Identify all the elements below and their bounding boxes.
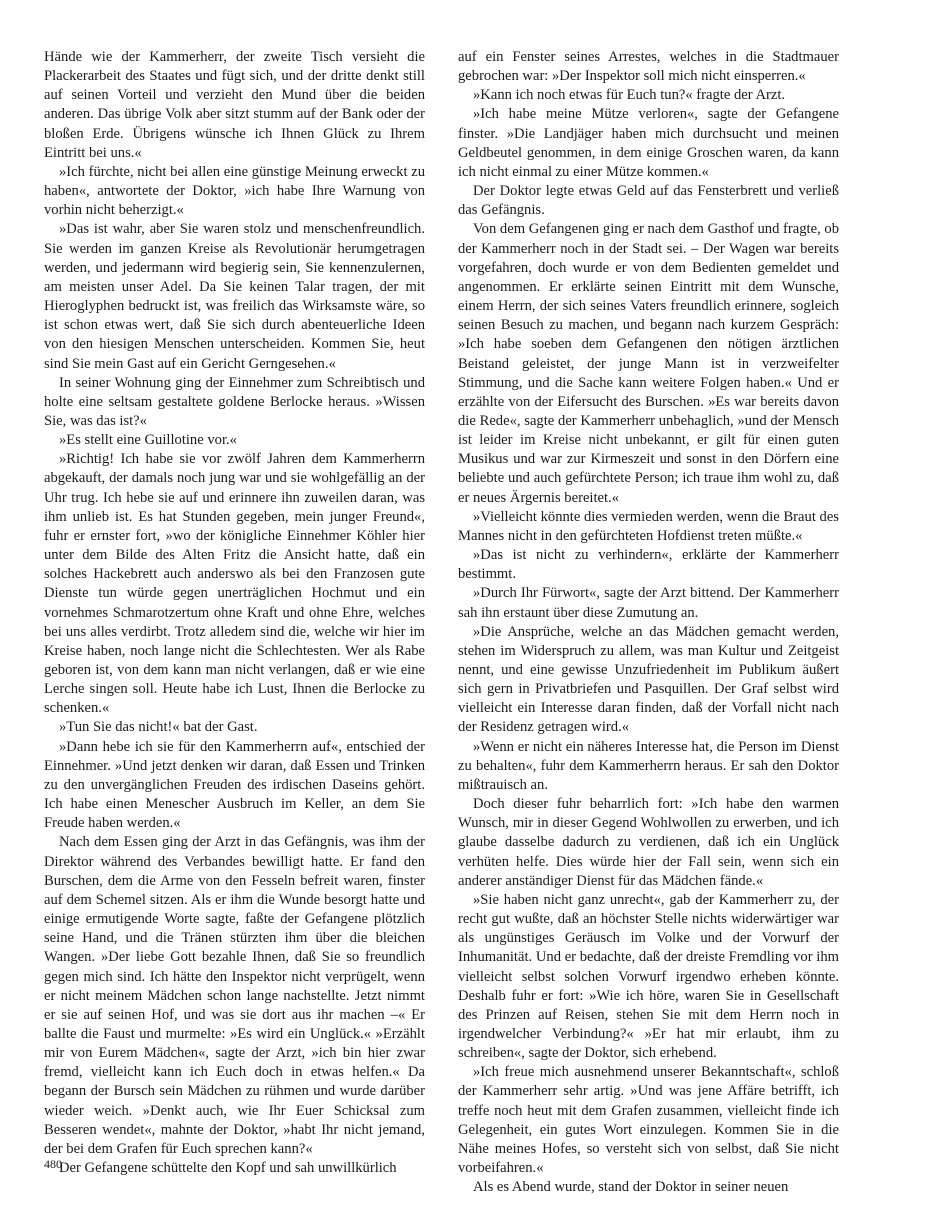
left-text-column	[44, 48, 425, 1178]
paragraph: In seiner Wohnung ging der Einnehmer zum Schreibtisch und holte eine seltsam gestaltete goldene Berlocke heraus. »Wissen Sie, was das ist?«	[44, 374, 425, 429]
paragraph: »Die Ansprüche, welche an das Mädchen gemacht werden, stehen im Widerspruch zu allem, was man Kultur und Zeitgeist nennt, und eine gewisse Unzufriedenheit im Publikum äußert sich gern in Privatbriefen und Pasquillen. Der Graf selbst wird vielleicht ein Interesse daran finden, daß der Vorfall nicht nach der Residenz getragen wird.«	[458, 623, 839, 736]
paragraph: »Es stellt eine Guillotine vor.«	[59, 432, 237, 449]
paragraph: »Ich habe meine Mütze verloren«, sagte der Gefangene finster. »Die Landjäger haben mich durchsucht und meinen Geldbeutel genommen, in dem einige Groschen waren, da kann ich nicht einmal zu einer Mütze kommen.«	[458, 106, 839, 180]
paragraph: Nach dem Essen ging der Arzt in das Gefängnis, was ihm der Direktor während des Verbandes bewilligt hatte. Er fand den Burschen, dem die Arme von den Fesseln befreit waren, finster auf dem Schemel sitzen. Als er ihm die Wunde besorgt hatte und einige ermutigende Worte sagte, faßte der Gefangene plötzlich seine Hand, und die Tränen stürzten ihm über die bleichen Wangen. »Der liebe Gott bezahle Ihnen, daß Sie so freundlich gegen mich sind. Ich hätte den Inspektor nicht verprügelt, wenn er nicht meinem Mädchen schon lange nachstellte. Jetzt nimmt er sie auf seinen Hof, und was sie dort aus ihr machen –« Er ballte die Faust und murmelte: »Es wird ein Unglück.« »Erzählt mir von Eurem Mädchen«, sagte der Arzt, »ich bin hier zwar fremd, vielleicht kann ich Euch doch in etwas helfen.« Da begann der Bursch sein Mädchen zu rühmen und wurde darüber wieder weich. »Denkt auch, wie Ihr Euer Schicksal zum Besseren wendet«, mahnte der Doktor, »habt Ihr nicht jemand, der bei dem Grafen für Euch sprechen kann?«	[44, 834, 425, 1157]
paragraph: »Richtig! Ich habe sie vor zwölf Jahren dem Kammerherrn abgekauft, der damals noch jung war und sie wohlgefällig an der Uhr trug. Ich hebe sie auf und erinnere ihn zuweilen daran, was ihm unlieb ist. Es hat Stunden gegeben, mein junger Freund«, fuhr er ernster fort, »wo der königliche Einnehmer Köhler hier unter dem Bilde des Alten Fritz die Ansicht hatte, daß ein solches Hackebrett auch anderswo als bei den Franzosen gute Dienste tun würde gegen unerträglichen Hochmut und ein vornehmes Schmarotzertum ohne Kraft und ohne Ehre, welches bei uns alles verdirbt. Trotz alledem sind die, welche wir hier im Kreise haben, noch lange nicht die Schlechtesten. Wer als Rabe geboren ist, von dem kann man nicht verlangen, daß er wie eine Lerche singen soll. Heute habe ich Lust, Ihnen die Berlocke zu schenken.«	[44, 451, 425, 717]
page-number: 480	[44, 1157, 62, 1171]
paragraph: »Kann ich noch etwas für Euch tun?« fragte der Arzt.	[473, 87, 786, 104]
paragraph: »Vielleicht könnte dies vermieden werden, wenn die Braut des Mannes nicht in den gefürchteten Hofdienst treten müßte.«	[458, 508, 839, 544]
paragraph: »Das ist wahr, aber Sie waren stolz und menschenfreundlich. Sie werden im ganzen Kreise als Revolutionär herumgetragen werden, und jedermann wird begierig sein, Sie kennenzulernen, am meisten unser Adel. Da Sie keinen Talar tragen, der mit Hieroglyphen bedruckt ist, was freilich das Wirksamste wäre, so ist schon etwas wert, daß Sie sich durch abenteuerliche Ideen von den hiesigen Menschen unterscheiden. Kommen Sie, heut sind Sie mein Gast auf ein Gericht Gerngesehen.«	[44, 221, 425, 372]
paragraph: Doch dieser fuhr beharrlich fort: »Ich habe den warmen Wunsch, mir in dieser Gegend Wohlwollen zu erwerben, und ich glaube dasselbe dadurch zu verdienen, daß ich ein Unglück verhüten helfe. Dies würde hier der Fall sein, wenn sich ein anderer anständiger Dienst für das Mädchen fände.«	[458, 796, 839, 889]
paragraph: »Tun Sie das nicht!« bat der Gast.	[59, 719, 258, 736]
paragraph: Hände wie der Kammerherr, der zweite Tisch versieht die Plackerarbeit des Staates und fügt sich, und der dritte denkt still auf seinen Vorteil und verzieht den Mund über die beiden anderen. Das übrige Volk aber sitzt stumm auf der Bank oder der bloßen Erde. Übrigens wünsche ich Ihnen Glück zu Ihrem Eintritt bei uns.«	[44, 49, 425, 161]
paragraph: auf ein Fenster seines Arrestes, welches in die Stadtmauer gebrochen war: »Der Inspektor soll mich nicht einsperren.«	[458, 49, 839, 85]
right-text-column	[458, 48, 839, 1197]
paragraph: »Ich fürchte, nicht bei allen eine günstige Meinung erweckt zu haben«, antwortete der Doktor, »ich habe Ihre Warnung von vorhin nicht beherzigt.«	[44, 163, 425, 219]
paragraph: Der Doktor legte etwas Geld auf das Fensterbrett und verließ das Gefängnis.	[458, 183, 839, 219]
paragraph: Von dem Gefangenen ging er nach dem Gasthof und fragte, ob der Kammerherr noch in der Stadt sei. – Der Wagen war bereits vorgefahren, doch wurde er von dem Bedienten gemeldet und angenommen. Er erklärte seinen Eintritt mit dem Wunsche, einem Herrn, der sich seines Vaters freundlich erinnere, sogleich seinen Besuch zu machen, und begann nach kurzem Gespräch: »Ich habe soeben dem Gefangenen den nötigen ärztlichen Beistand geleistet, der junge Mann ist in verzweifelter Stimmung, und die Sache kann weitere Folgen haben.« Und er erzählte von der Eifersucht des Burschen. »Es war bereits davon die Rede«, sagte der Kammerherr unbehaglich, »und der Mensch ist leider im Kreise nicht unbekannt, er gilt für einen guten Musikus und war zur Kirmeszeit und sonst in den Dörfern eine beliebte und auch gefürchtete Person; ich traue ihm wohl zu, daß er neues Ärgernis bereitet.«	[458, 221, 839, 506]
paragraph: »Das ist nicht zu verhindern«, erklärte der Kammerherr bestimmt.	[458, 547, 839, 583]
paragraph: »Dann hebe ich sie für den Kammerherrn auf«, entschied der Einnehmer. »Und jetzt denken wir daran, daß Essen und Trinken zu den unvergänglichen Freuden des irdischen Daseins gehört. Ich habe einen Menescher Ausbruch im Keller, an dem Sie Freude haben werden.«	[44, 738, 425, 832]
paragraph: Als es Abend wurde, stand der Doktor in seiner neuen	[473, 1179, 789, 1196]
paragraph: Der Gefangene schüttelte den Kopf und sah unwillkürlich	[59, 1160, 397, 1177]
paragraph: »Sie haben nicht ganz unrecht«, gab der Kammerherr zu, der recht gut wußte, daß an höchster Stelle nichts widerwärtiger war als ungünstiges Geräusch im Volke und der Vorwurf der Inhumanität. Und er bedachte, daß der dreiste Fremdling vor ihm vielleicht selbst solchen Vorwurf irgendwo erheben könnte. Deshalb fuhr er fort: »Wie ich höre, waren Sie in Gesellschaft des Prinzen auf Reisen, stehen Sie mit dem Herrn noch in irgendwelcher Verbindung?« »Er hat mir erlaubt, ihm zu schreiben«, sagte der Doktor, sich erhebend.	[458, 891, 839, 1062]
paragraph: »Wenn er nicht ein näheres Interesse hat, die Person im Dienst zu behalten«, fuhr dem Kammerherrn heraus. Er sah den Doktor mißtrauisch an.	[458, 738, 839, 793]
paragraph: »Ich freue mich ausnehmend unserer Bekanntschaft«, schloß der Kammerherr sehr artig. »Und was jene Affäre betrifft, ich treffe noch heut mit dem Grafen zusammen, vielleicht finde ich Gelegenheit, ein gutes Wort einzulegen. Kommen Sie in die Nähe meines Hofes, so versteht sich von selbst, daß Sie nicht vorbeifahren.«	[458, 1064, 839, 1177]
paragraph: »Durch Ihr Fürwort«, sagte der Arzt bittend. Der Kammerherr sah ihn erstaunt über diese Zumutung an.	[458, 585, 839, 621]
